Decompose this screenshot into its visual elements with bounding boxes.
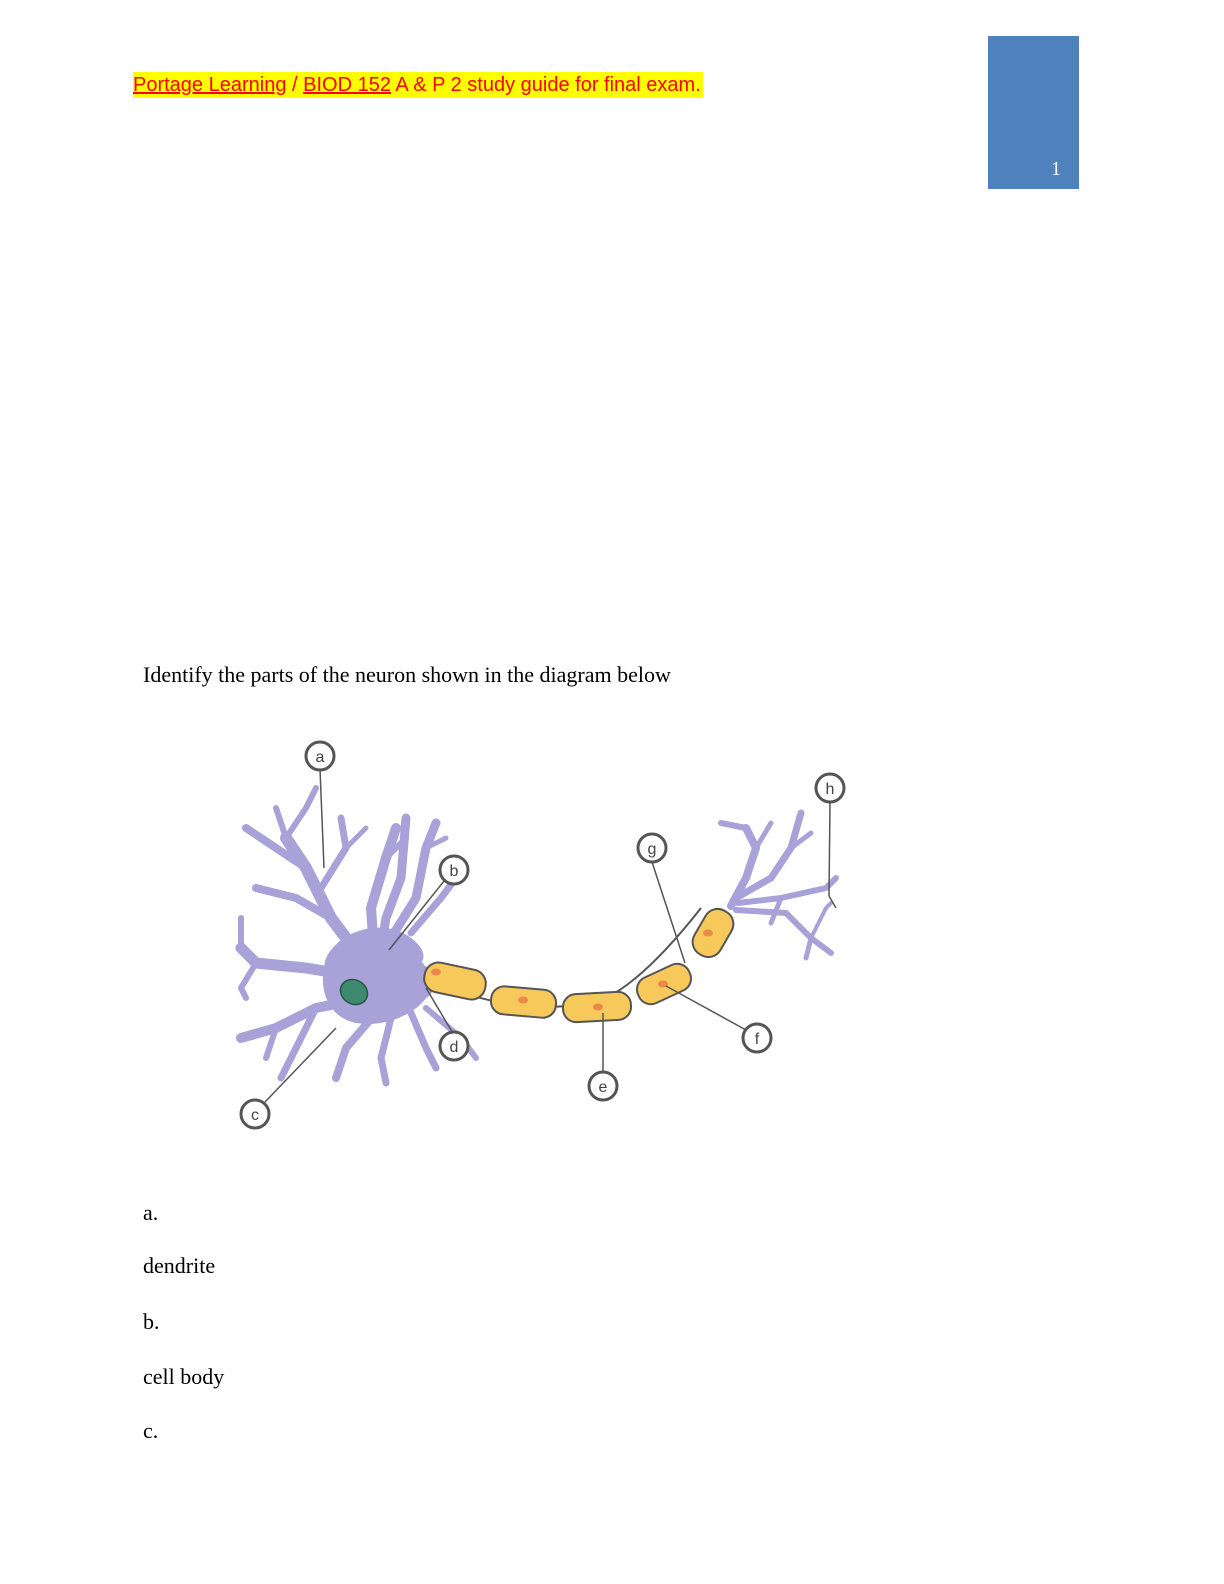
header-separator: / <box>286 74 304 96</box>
label-f: f <box>754 1031 760 1048</box>
label-d: d <box>449 1039 459 1056</box>
question-text: Identify the parts of the neuron shown in the diagram below <box>143 662 671 687</box>
answer-a-text: dendrite <box>143 1253 216 1278</box>
portage-learning-link[interactable]: Portage Learning <box>133 74 287 96</box>
axon-terminals <box>721 813 836 958</box>
answer-b-label: b. <box>143 1309 160 1334</box>
label-a: a <box>315 749 325 766</box>
neuron-diagram <box>226 738 866 1138</box>
biod-152-link[interactable]: BIOD 152 <box>303 74 391 96</box>
page-number: 1 <box>1051 158 1061 180</box>
label-c: c <box>251 1107 259 1124</box>
answer-b-text: cell body <box>143 1364 225 1389</box>
label-e: e <box>598 1079 608 1096</box>
document-header <box>133 72 703 98</box>
answer-c-label: c. <box>143 1418 159 1443</box>
label-b: b <box>449 863 459 880</box>
page-number-tab <box>988 36 1079 189</box>
label-circles <box>241 742 844 1128</box>
label-g: g <box>647 841 657 858</box>
header-title-text: A & P 2 study guide for final exam. <box>390 74 701 96</box>
answer-a-label: a. <box>143 1200 159 1225</box>
label-h: h <box>825 781 835 798</box>
